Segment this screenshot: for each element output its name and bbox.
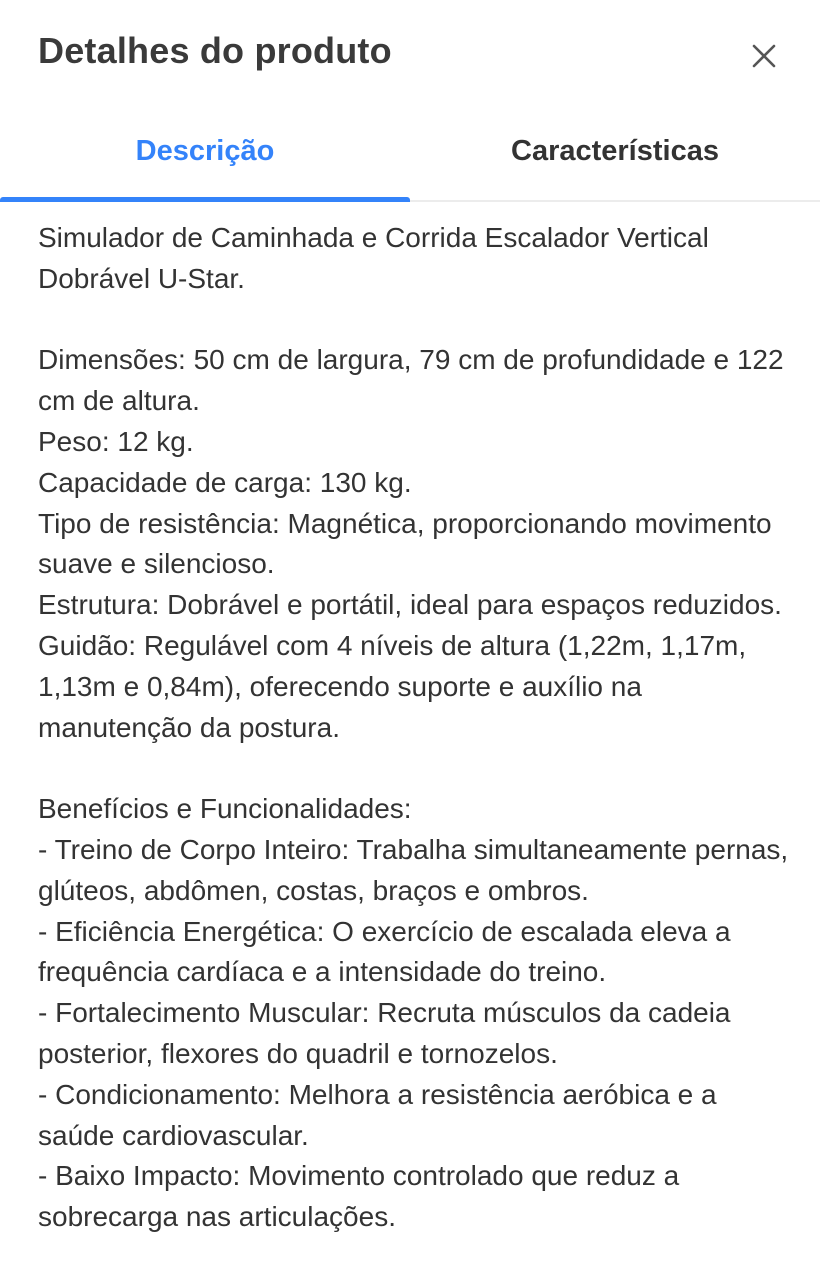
paragraph-gap: [38, 748, 798, 789]
benefits-heading: Benefícios e Funcionalidades:: [38, 793, 412, 825]
spec-item: Estrutura: Dobrável e portátil, ideal para espaços reduzidos.: [38, 589, 782, 621]
benefit-item: - Fortalecimento Muscular: Recruta músculos da cadeia posterior, flexores do quadril e tornozelos.: [38, 997, 731, 1069]
active-tab-indicator: [0, 197, 410, 202]
description-content: [38, 218, 798, 1238]
description-intro: Simulador de Caminhada e Corrida Escalador Vertical Dobrável U-Star.: [38, 222, 709, 294]
tab-caracteristicas[interactable]: Características: [511, 134, 719, 167]
paragraph-gap: [38, 300, 798, 341]
tab-bar: [0, 110, 820, 202]
spec-item: Peso: 12 kg.: [38, 425, 194, 457]
spec-item: Dimensões: 50 cm de largura, 79 cm de profundidade e 122 cm de altura.: [38, 344, 784, 417]
benefit-item: - Condicionamento: Melhora a resistência aeróbica e a saúde cardiovascular.: [38, 1078, 717, 1151]
page-title: Detalhes do produto: [38, 30, 392, 71]
benefit-item: - Eficiência Energética: O exercício de escalada eleva a frequência cardíaca e a intensidade do treino.: [38, 915, 731, 988]
close-icon: [751, 43, 777, 69]
spec-item: Capacidade de carga: 130 kg.: [38, 466, 412, 498]
benefit-item: - Treino de Corpo Inteiro: Trabalha simultaneamente pernas, glúteos, abdômen, costas, braços e ombros.: [38, 833, 789, 906]
spec-item: Guidão: Regulável com 4 níveis de altura (1,22m, 1,17m, 1,13m e 0,84m), oferecendo suporte e auxílio na manutenção da postura.: [38, 629, 747, 743]
sheet-header: [0, 0, 820, 110]
tab-descricao[interactable]: Descrição: [135, 134, 275, 167]
benefit-item: - Baixo Impacto: Movimento controlado que reduz a sobrecarga nas articulações.: [38, 1160, 680, 1233]
spec-item: Tipo de resistência: Magnética, proporcionando movimento suave e silencioso.: [38, 507, 772, 580]
close-button[interactable]: [742, 34, 786, 78]
